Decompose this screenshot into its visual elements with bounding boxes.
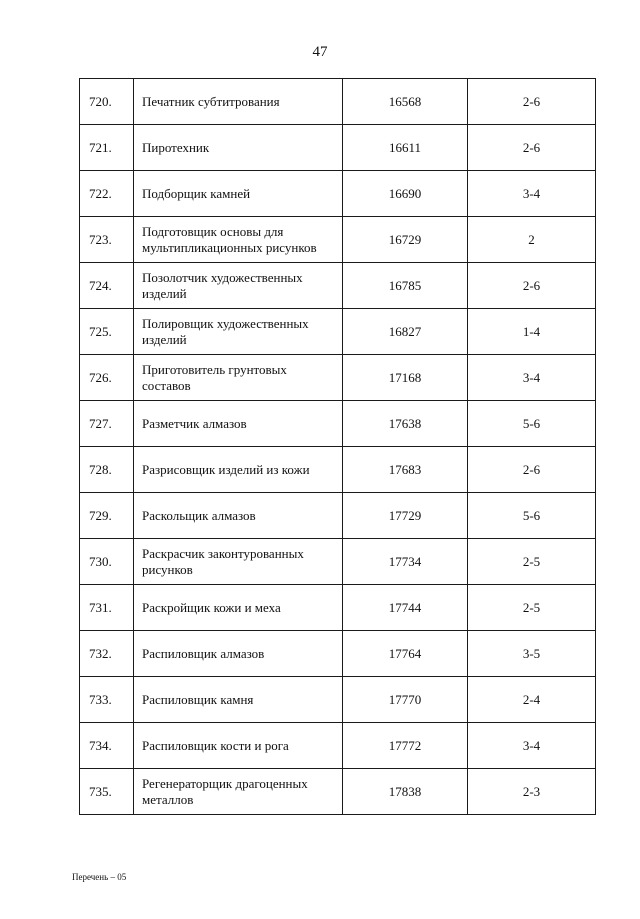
- table-row: [80, 539, 596, 585]
- profession-code: 17683: [343, 447, 468, 493]
- table-row: [80, 263, 596, 309]
- table-row: [80, 723, 596, 769]
- profession-name: Распиловщик камня: [134, 677, 343, 723]
- profession-name: Печатник субтитрования: [134, 79, 343, 125]
- profession-name: Позолотчик художественных изделий: [134, 263, 343, 309]
- profession-code: 17729: [343, 493, 468, 539]
- profession-name: Разрисовщик изделий из кожи: [134, 447, 343, 493]
- profession-name: Распиловщик алмазов: [134, 631, 343, 677]
- row-number: 727.: [80, 401, 134, 447]
- table-row: [80, 447, 596, 493]
- profession-code: 16690: [343, 171, 468, 217]
- row-number: 721.: [80, 125, 134, 171]
- grade-range: 2-5: [468, 539, 596, 585]
- table-row: [80, 309, 596, 355]
- grade-range: 3-4: [468, 723, 596, 769]
- grade-range: 2-6: [468, 263, 596, 309]
- profession-name: Пиротехник: [134, 125, 343, 171]
- table-row: [80, 769, 596, 815]
- row-number: 730.: [80, 539, 134, 585]
- row-number: 723.: [80, 217, 134, 263]
- profession-code: 17764: [343, 631, 468, 677]
- profession-code: 16729: [343, 217, 468, 263]
- table-row: [80, 125, 596, 171]
- row-number: 733.: [80, 677, 134, 723]
- profession-code: 16611: [343, 125, 468, 171]
- profession-name: Распиловщик кости и рога: [134, 723, 343, 769]
- table-row: [80, 493, 596, 539]
- grade-range: 3-5: [468, 631, 596, 677]
- grade-range: 2-5: [468, 585, 596, 631]
- profession-name: Раскройщик кожи и меха: [134, 585, 343, 631]
- profession-name: Приготовитель грунтовых составов: [134, 355, 343, 401]
- grade-range: 3-4: [468, 355, 596, 401]
- grade-range: 2-6: [468, 79, 596, 125]
- row-number: 724.: [80, 263, 134, 309]
- profession-code: 17772: [343, 723, 468, 769]
- table-row: [80, 585, 596, 631]
- row-number: 725.: [80, 309, 134, 355]
- grade-range: 2-3: [468, 769, 596, 815]
- profession-name: Полировщик художественных изделий: [134, 309, 343, 355]
- page-number: 47: [312, 44, 328, 60]
- table-row: [80, 217, 596, 263]
- row-number: 731.: [80, 585, 134, 631]
- row-number: 720.: [80, 79, 134, 125]
- row-number: 732.: [80, 631, 134, 677]
- profession-code: 16568: [343, 79, 468, 125]
- profession-table: [79, 78, 596, 815]
- grade-range: 5-6: [468, 493, 596, 539]
- grade-range: 5-6: [468, 401, 596, 447]
- row-number: 729.: [80, 493, 134, 539]
- row-number: 735.: [80, 769, 134, 815]
- row-number: 734.: [80, 723, 134, 769]
- row-number: 728.: [80, 447, 134, 493]
- grade-range: 2-6: [468, 125, 596, 171]
- profession-code: 17168: [343, 355, 468, 401]
- grade-range: 1-4: [468, 309, 596, 355]
- grade-range: 2-6: [468, 447, 596, 493]
- profession-code: 17770: [343, 677, 468, 723]
- profession-name: Раскрасчик законтурованных рисунков: [134, 539, 343, 585]
- row-number: 726.: [80, 355, 134, 401]
- table-row: [80, 677, 596, 723]
- profession-name: Разметчик алмазов: [134, 401, 343, 447]
- grade-range: 2-4: [468, 677, 596, 723]
- profession-name: Подготовщик основы для мультипликационных рисунков: [134, 217, 343, 263]
- profession-code: 17734: [343, 539, 468, 585]
- grade-range: 3-4: [468, 171, 596, 217]
- grade-range: 2: [468, 217, 596, 263]
- table-row: [80, 401, 596, 447]
- document-footer: Перечень – 05: [72, 872, 127, 882]
- profession-name: Регенераторщик драгоценных металлов: [134, 769, 343, 815]
- profession-code: 16785: [343, 263, 468, 309]
- table-row: [80, 631, 596, 677]
- profession-name: Подборщик камней: [134, 171, 343, 217]
- table-row: [80, 79, 596, 125]
- profession-code: 17838: [343, 769, 468, 815]
- profession-code: 17744: [343, 585, 468, 631]
- row-number: 722.: [80, 171, 134, 217]
- profession-code: 17638: [343, 401, 468, 447]
- table-row: [80, 171, 596, 217]
- profession-name: Раскольщик алмазов: [134, 493, 343, 539]
- table-row: [80, 355, 596, 401]
- profession-code: 16827: [343, 309, 468, 355]
